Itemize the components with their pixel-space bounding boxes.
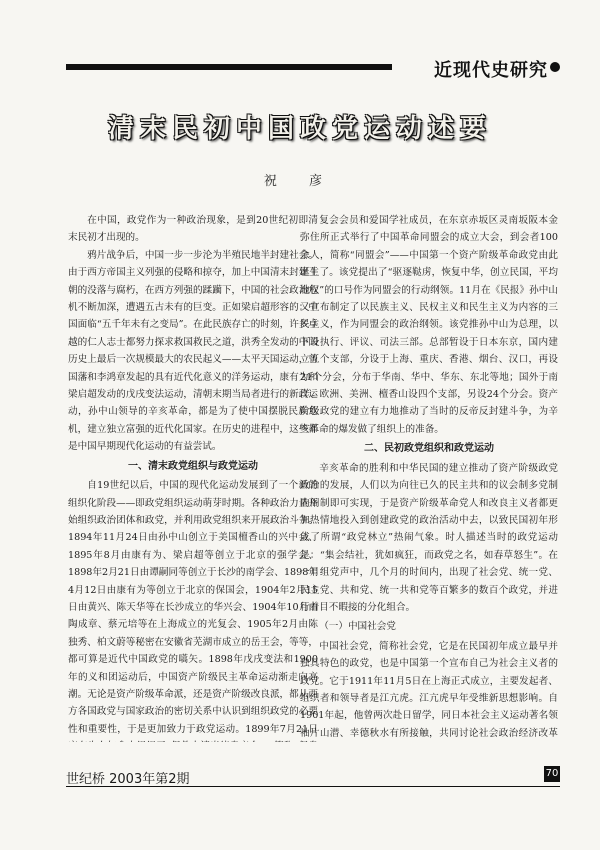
paragraph: 辛亥革命的胜利和中华民国的建立推动了资产阶级政党政治的发展，人们以为向往已久的民主共和的议会制多党制内阁制即可实现，于是资产阶级革命党人和改良主义者都更加热情地投入到创建政党的政治活动中去，以致民国初年形成了所谓“政党林立”热闹气象。时人描述当时的政党运动是：“集会结社，犹如疯狂，而政党之名，如春草怒生”。在一月组党声中，几个月的时间内，出现了社会党、统一党、民主党、共和党、统一共和党等百繁多的数百个政党，并进行着目不暇接的分化组合。 <box>300 462 558 613</box>
header-rule <box>66 64 392 70</box>
section-title: 近现代史研究 <box>434 60 548 81</box>
section-heading: 二、民初政党组织和政党运动 <box>364 443 494 455</box>
paragraph: 复会会员和爱国学社成员，在东京赤坂区灵南坂阪本金弥住所正式举行了中国革命同盟会的成立大会，到会者100余人，简称“同盟会”——中国第一个资产阶级革命政党由此诞生了。该党提出了“驱逐鞑虏，恢复中华，创立民国，平均地权”的口号作为同盟会的行动纲领。11月在《民报》孙中山又宣布制定了以民族主义、民权主义和民生主义为内容的三民主义，作为同盟会的政治纲领。该党推孙中山为总理，以下设执行、评议、司法三部。总部暂设于日本东京，国内建立五个支部，分设于上海、重庆、香港、烟台、汉口，再设21个分会，分布于华南、华中、华东、东北等地；国外于南洋、欧洲、美洲、檀香山设四个支部，另设24个分会。资产阶级政党的建立有力地推动了当时的反帝反封建斗争，为辛亥革命的爆发做了组织上的准备。 <box>300 215 558 435</box>
article-title: 清末民初中国政党运动述要 <box>107 114 492 144</box>
section-header <box>66 56 560 84</box>
page-number: 70 <box>544 766 560 782</box>
left-column <box>68 212 318 742</box>
paragraph: 在中国，政党作为一种政治现象，是到20世纪初即清末民初才出现的。 <box>68 215 318 244</box>
right-column <box>300 212 558 742</box>
journal-issue: 世纪桥 2003年第2期 <box>66 772 190 787</box>
paragraph: 自19世纪以后，中国的现代化运动发展到了一个新的组织化阶段——即政党组织运动萌芽时期。各种政治力量开始组织政治团体和政党，并利用政党组织来开展政治斗争。1894年11月24日由孙中山创立于美国檀香山的兴中会、1895年8月由康有为、梁启超等创立于北京的强学会、1898年2月21日由谭嗣同等创立于长沙的南学会、1898年4月12日由康有为等创立于北京的保国会，1904年2月15日由黄兴、陈天华等在长沙成立的华兴会、1904年10月由陶成章、蔡元培等在上海成立的光复会、1905年2月由陈独秀、柏文蔚等秘密在安徽省芜湖市成立的岳王会，等等，都可算是近代中国政党的嚆矢。1898年戊戌变法和1900年的义和团运动后，中国资产阶级民主革命运动渐走向高潮。无论是资产阶级革命派，还是资产阶级改良派，都从西方各国政党与国家政治的密切关系中认识到组织政党的必要性和重要性，于是更加致力于政党运动。1899年7月21日 <box>68 480 318 735</box>
paragraph: 鸦片战争后，中国一步一步沦为半殖民地半封建社会。由于西方帝国主义列强的侵略和掠夺，加上中国清末封建王朝的没落与腐朽，在西方列强的蹂躏下，中国的社会政治危机不断加深，遭遇五古未有的巨变。正如梁启超形容的：中国面临“五千年未有之变局”。在此民族存亡的时刻，许多卓越的仁人志士都努力探求救国救民之道，洪秀全发动的中国历史上最后一次规模最大的农民起义——太平天国运动，曾国藩和李鸿章发起的具有近代化意义的洋务运动，康有为和梁启超发动的戊戌变法运动，清朝末期当局者进行的新政运动，孙中山领导的辛亥革命，都是为了使中国摆脱民族危机，建立独立富强的近代化国家。在历史的进程中，这些都是中国早期现代化运动的有益尝试。 <box>68 249 318 453</box>
bullet-icon <box>550 62 560 72</box>
page-footer <box>66 764 560 787</box>
paragraph: 中国社会党，简称社会党，它是在民国初年成立最早并独具特色的政党，也是中国第一个宣布自己为社会主义者的政党。它于1911年11月5日在上海正式成立，主要发起者、组织者和领导者是江亢虎。江亢虎早年受维新思想影响。自1901年起，他曾两次赴日留学，同日本社会主义运动著名领袖片山潜、幸德秋水有所接触，共同讨论社会政治经济改革 <box>300 640 558 739</box>
subsection-heading: （一）中国社会党 <box>319 621 396 633</box>
article-author: 祝 彦 <box>263 174 337 189</box>
section-heading: 一、清末政党组织与政党运动 <box>128 460 258 472</box>
